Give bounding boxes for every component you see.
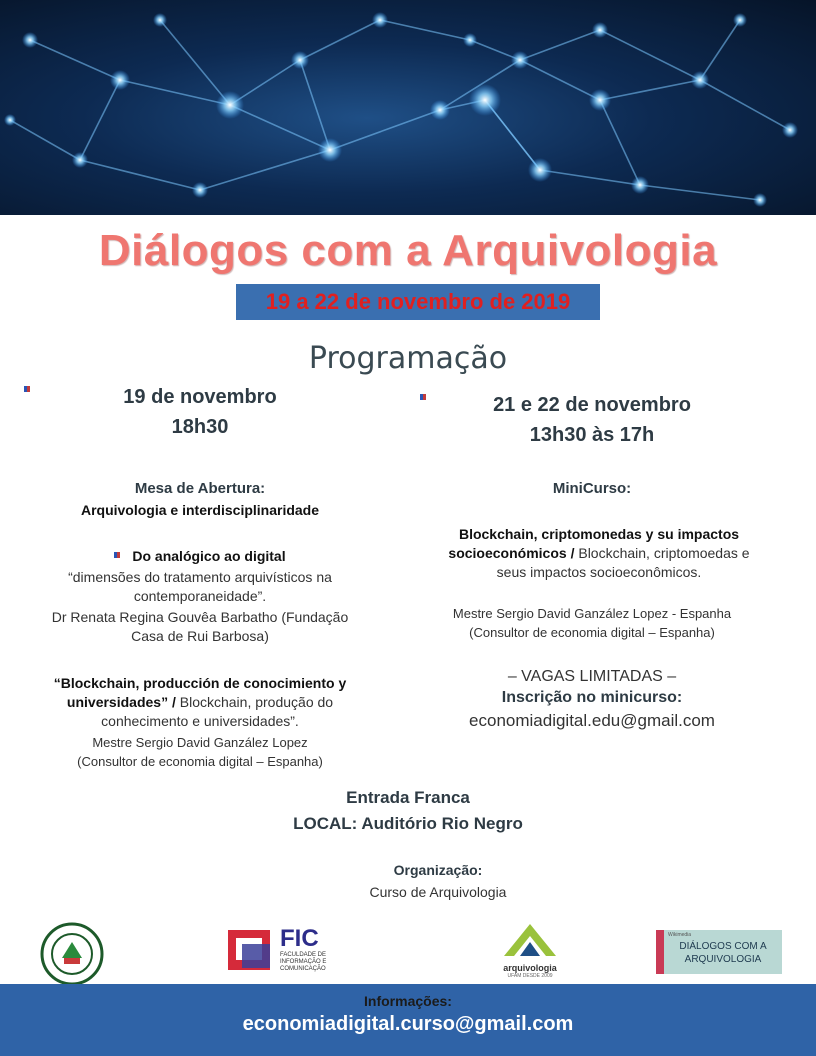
inscricao-label: Inscrição no minicurso: — [501, 689, 683, 706]
talk1-speaker: Dr Renata Regina Gouvêa Barbatho (Fundação Casa de Rui Barbosa) — [51, 609, 349, 644]
ufam-seal-logo — [40, 922, 104, 986]
fic-logo — [226, 926, 336, 976]
right-date: 21 e 22 de novembro — [493, 394, 691, 416]
fic-text: FIC — [280, 925, 319, 952]
course-title-rest: Blockchain, criptomoedas e seus impactos socioeconômicos. — [496, 545, 750, 580]
footer-email[interactable]: economiadigital.curso@gmail.com — [242, 1013, 574, 1035]
minicurso-label: MiniCurso: — [552, 480, 632, 497]
footer-label: Informações: — [364, 993, 452, 1009]
dialogos-logo — [656, 930, 782, 974]
mesa-label: Mesa de Abertura: — [134, 480, 266, 497]
hero-network-image — [0, 0, 816, 215]
fic-mark-icon — [226, 926, 276, 976]
left-column — [40, 382, 360, 771]
arquivologia-logo — [490, 922, 570, 979]
talk2-title-bold: “Blockchain, producción de conocimiento y universidades” / — [53, 675, 347, 710]
bullet-icon — [24, 386, 30, 392]
talk2-title — [40, 674, 360, 731]
vagas-limitadas: – VAGAS LIMITADAS – — [507, 668, 677, 685]
arquivologia-text: arquivologia — [503, 963, 557, 973]
talk2-affiliation: (Consultor de economia digital – Espanha) — [77, 754, 323, 769]
inscricao-email[interactable]: economiadigital.edu@gmail.com — [469, 711, 715, 730]
talk2-speaker: Mestre Sergio David Ganzález Lopez — [92, 735, 308, 750]
talk1-subtitle: “dimensões do tratamento arquivísticos na contemporaneidade”. — [68, 569, 332, 604]
dialogos-small-text: Wikimedia — [668, 932, 692, 938]
network-graphic — [0, 0, 816, 215]
organizacao-label: Organização: — [393, 862, 483, 878]
talk2-title-rest: Blockchain, produção do conhecimento e universidades”. — [101, 694, 334, 729]
dialogos-line1: DIÁLOGOS COM A — [679, 941, 767, 952]
fic-sub1: FACULDADE DE — [280, 952, 327, 958]
course-affiliation: (Consultor de economia digital – Espanha) — [469, 625, 715, 640]
bullet-icon — [114, 552, 120, 558]
talk1-title — [40, 547, 360, 566]
left-date: 19 de novembro — [123, 386, 277, 408]
arquivologia-sub: UFAM DESDE 2009 — [507, 973, 553, 979]
local-info: LOCAL: Auditório Rio Negro — [293, 814, 523, 833]
entrada-franca: Entrada Franca — [346, 788, 470, 807]
right-column — [432, 390, 752, 731]
organizacao-value: Curso de Arquivologia — [369, 884, 507, 900]
dialogos-line2: ARQUIVOLOGIA — [684, 954, 762, 965]
fic-sub2: INFORMAÇÃO E — [280, 959, 327, 965]
arquivologia-mark-icon — [500, 922, 560, 958]
left-time: 18h30 — [171, 416, 229, 438]
event-title: Diálogos com a Arquivologia — [98, 226, 718, 275]
programacao-heading: Programação — [308, 341, 508, 376]
date-range-banner: 19 a 22 de novembro de 2019 — [236, 284, 600, 320]
course-title — [432, 525, 752, 582]
bullet-icon — [420, 394, 426, 400]
fic-sub3: COMUNICAÇÃO — [280, 966, 326, 972]
course-speaker: Mestre Sergio David Ganzález Lopez - Espanha — [452, 606, 732, 621]
talk1-title-text: Do analógico ao digital — [132, 548, 286, 564]
footer-info — [0, 984, 816, 1056]
mesa-title: Arquivologia e interdisciplinaridade — [80, 502, 320, 518]
course-title-bold: Blockchain, criptomonedas y su impactos socioeconómicos / — [448, 526, 740, 561]
right-time: 13h30 às 17h — [529, 424, 655, 446]
seal-icon — [40, 922, 104, 986]
fic-subtitle — [280, 952, 326, 973]
